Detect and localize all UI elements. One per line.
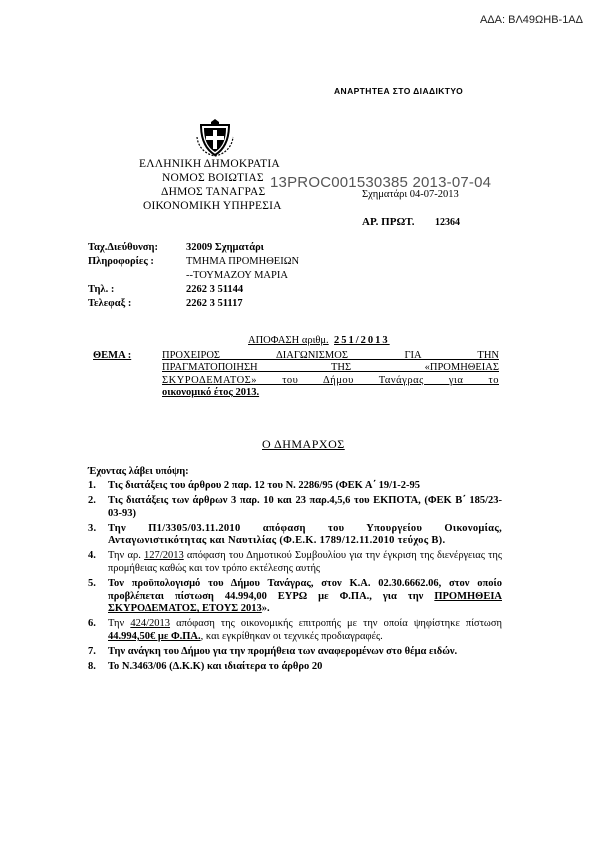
protocol-stamp: 13PROC001530385 2013-07-04 [270, 174, 492, 191]
item-text-post: ». [261, 603, 270, 615]
item-text-pre: Τον προϋπολογισμό του Δήμου Τανάγρας, στον Κ.Α. 02.30.6662.06, στον οποίο προβλέπεται πίστωση 44.994,00 ΕΥΡΩ με Φ.ΠΑ., για την [108, 578, 502, 602]
protocol-label: ΑΡ. ΠΡΩΤ. [362, 216, 415, 228]
header-line-4: ΟΙΚΟΝΟΜΙΚΗ ΥΠΗΡΕΣΙΑ [143, 200, 282, 212]
fax-value: 2262 3 51117 [186, 298, 243, 309]
item-number: 7. [88, 646, 96, 658]
protocol-number: 12364 [435, 217, 460, 228]
info-value-2: --ΤΟΥΜΑΖΟΥ ΜΑΡΙΑ [186, 270, 288, 281]
phone-label: Τηλ. : [88, 284, 115, 295]
item-text: Το Ν.3463/06 (Δ.Κ.Κ) και ιδιαίτερα το άρθρο 20 [108, 661, 323, 673]
item-number: 4. [88, 550, 96, 562]
decision-number: 251/2013 [334, 335, 390, 346]
decision-label: ΑΠΟΦΑΣΗ αριθμ. [248, 335, 329, 346]
list-item [88, 522, 502, 548]
address-label: Ταχ.Διεύθυνση: [88, 242, 158, 253]
item-number: 3. [88, 522, 97, 534]
item-text-pre: Την [108, 618, 131, 630]
committee-ref-link[interactable]: 424/2013 [130, 618, 171, 630]
subject-line-1: ΠΡΟΧΕΙΡΟΣ ΔΙΑΓΩΝΙΣΜΟΣ ΓΙΑ ΤΗΝ [162, 350, 499, 361]
item-text-post: απόφαση του Δημοτικού Συμβουλίου για την έγκριση της διενέργειας της προμήθειας καθώς και τον τρόπο εκτέλεσης αυτής [108, 550, 502, 575]
list-item [88, 661, 502, 674]
fax-label: Τελεφαξ : [88, 298, 132, 309]
info-label: Πληροφορίες : [88, 256, 154, 267]
credit-amount: 44.994,50€ με Φ.ΠΑ. [108, 631, 201, 643]
item-text-mid: απόφαση της οικονομικής επιτροπής με την οποία ψηφίστηκε πίστωση [170, 618, 502, 630]
list-item [88, 550, 502, 575]
item-text-pre: Την αρ. [108, 550, 145, 562]
subject-text [162, 350, 499, 400]
supply-ref-link[interactable]: ΠΡΟΜΗΘΕΙΑ ΣΚΥΡΟΔΕΜΑΤΟΣ, ΕΤΟΥΣ 2013 [108, 590, 502, 615]
list-item [88, 646, 502, 659]
header-line-3: ΔΗΜΟΣ ΤΑΝΑΓΡΑΣ [161, 186, 266, 198]
item-number: 5. [88, 578, 96, 590]
list-item [88, 578, 502, 616]
greek-emblem-icon [195, 117, 235, 157]
item-text: Την Π1/3305/03.11.2010 απόφαση του Υπουργείου Οικονομίας, Ανταγωνιστικότητας και Ναυτιλίας (Φ.Ε.Κ. 1789/12.11.2010 τεύχος Β). [108, 522, 502, 547]
list-item [88, 480, 502, 493]
subject-label: ΘΕΜΑ : [93, 350, 132, 361]
phone-value: 2262 3 51144 [186, 284, 244, 295]
item-number: 6. [88, 618, 96, 630]
info-value-1: ΤΜΗΜΑ ΠΡΟΜΗΘΕΙΩΝ [186, 256, 300, 267]
subject-line-2: ΠΡΑΓΜΑΤΟΠΟΙΗΣΗ ΤΗΣ «ΠΡΟΜΗΘΕΙΑΣ [162, 362, 499, 374]
item-text: Την ανάγκη του Δήμου για την προμήθεια των αναφερομένων στο θέμα ειδών. [108, 646, 458, 658]
posting-note: ΑΝΑΡΤΗΤΕΑ ΣΤΟ ΔΙΑΔΙΚΤΥΟ [334, 86, 464, 96]
list-item [88, 618, 502, 643]
item-text: Τις διατάξεις των άρθρων 3 παρ. 10 και 23 παρ.4,5,6 του ΕΚΠΟΤΑ, (ΦΕΚ Β΄ 185/23-03-93) [108, 495, 502, 519]
subject-line-4: οικονομικό έτος 2013. [162, 387, 260, 399]
header-line-1: ΕΛΛΗΝΙΚΗ ΔΗΜΟΚΡΑΤΙΑ [139, 158, 280, 170]
place-date: Σχηματάρι 04-07-2013 [362, 189, 459, 200]
address-value: 32009 Σχηματάρι [186, 242, 264, 253]
item-text: Τις διατάξεις του άρθρου 2 παρ. 12 του Ν. 2286/95 (ΦΕΚ Α΄ 19/1-2-95 [108, 480, 420, 491]
considerations-list [88, 480, 502, 676]
item-text-post: , και εγκρίθηκαν οι τεχνικές προδιαγραφές. [200, 631, 383, 643]
item-number: 1. [88, 480, 96, 491]
subject-line-3: ΣΚΥΡΟΔΕΜΑΤΟΣ» του Δήμου Τανάγρας για το [162, 374, 499, 386]
item-number: 2. [88, 495, 96, 507]
mayor-heading: Ο ΔΗΜΑΡΧΟΣ [262, 437, 345, 451]
intro-text: Έχοντας λάβει υπόψη: [88, 466, 189, 477]
list-item [88, 495, 502, 520]
header-line-2: ΝΟΜΟΣ ΒΟΙΩΤΙΑΣ [162, 172, 264, 184]
ada-code: ΑΔΑ: ΒΛ49ΩΗΒ-1ΑΔ [479, 14, 583, 26]
decision-ref-link[interactable]: 127/2013 [144, 550, 184, 562]
item-number: 8. [88, 661, 96, 673]
